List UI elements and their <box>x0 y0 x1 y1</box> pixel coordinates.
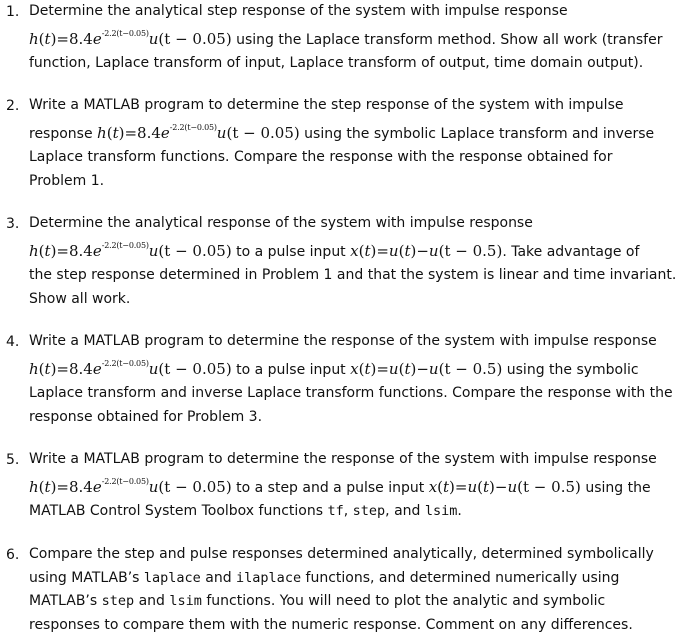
text-line: using MATLAB’s laplace and ilaplace functions, and determined numerically using <box>29 569 620 586</box>
problem-text <box>29 448 695 524</box>
text-line: response obtained for Problem 3. <box>29 408 263 425</box>
text-line: $h(t)=8.4e^{-2.2(t-0.05)}u(t - 0.05)$ using the Laplace transform method. Show all work (transfer <box>29 28 663 48</box>
impulse-response-equation: $h(t)=8.4e^{-2.2(t-0.05)}u(t - 0.05)$ <box>29 240 232 260</box>
text-line: $h(t)=8.4e^{-2.2(t-0.05)}u(t - 0.05)$ to a pulse input x(t)=u(t)−u(t − 0.5) using the symbolic <box>29 358 639 378</box>
code-step: step <box>101 593 135 610</box>
problem-text <box>29 0 695 76</box>
text-line: Determine the analytical response of the system with impulse response <box>29 215 533 231</box>
text-line: Show all work. <box>29 290 131 307</box>
text-line: Compare the step and pulse responses determined analytically, determined symbolically <box>29 546 654 562</box>
problem-text <box>29 212 695 311</box>
problem-number: 2. <box>6 98 20 114</box>
impulse-response-equation: $h(t)=8.4e^{-2.2(t-0.05)}u(t - 0.05)$ <box>29 28 232 48</box>
code-step: step <box>352 503 386 520</box>
text-line: $h(t)=8.4e^{-2.2(t-0.05)}u(t - 0.05)$ to a step and a pulse input x(t)=u(t)−u(t − 0.5) using the <box>29 476 651 496</box>
text-line: MATLAB’s step and lsim functions. You will need to plot the analytic and symbolic <box>29 593 606 610</box>
text-line: Write a MATLAB program to determine the step response of the system with impulse <box>29 97 624 113</box>
impulse-response-equation: $h(t)=8.4e^{-2.2(t-0.05)}u(t - 0.05)$ <box>29 476 232 496</box>
code-lsim: lsim <box>169 593 202 610</box>
problem-number: 6. <box>6 547 20 563</box>
code-tf: tf <box>327 503 344 520</box>
code-laplace: laplace <box>143 569 201 586</box>
text-line: Determine the analytical step response of the system with impulse response <box>29 3 568 19</box>
impulse-response-equation: $h(t)=8.4e^{-2.2(t-0.05)}u(t - 0.05)$ <box>29 358 232 378</box>
text-line: function, Laplace transform of input, Laplace transform of output, time domain output). <box>29 55 644 72</box>
text-line: MATLAB Control System Toolbox functions tf, step, and lsim. <box>29 503 462 520</box>
text-line: the step response determined in Problem 1 and that the system is linear and time invariant. <box>29 267 677 284</box>
problem-number: 3. <box>6 216 20 232</box>
pulse-input-equation: x(t)=u(t)−u(t − 0.5) <box>350 359 503 378</box>
problem-text <box>29 94 695 193</box>
problem-text <box>29 543 695 637</box>
text-line: Write a MATLAB program to determine the response of the system with impulse response <box>29 451 657 467</box>
impulse-response-equation: $h(t)=8.4e^{-2.2(t-0.05)}u(t - 0.05)$ <box>97 122 300 142</box>
pulse-input-equation: x(t)=u(t)−u(t − 0.5) <box>428 477 581 496</box>
text-line: Laplace transform functions. Compare the response with the response obtained for <box>29 149 613 166</box>
code-ilaplace: ilaplace <box>236 569 302 586</box>
text-line: Laplace transform and inverse Laplace transform functions. Compare the response with the <box>29 385 673 402</box>
problem-number: 4. <box>6 334 20 350</box>
text-line: responses to compare them with the numeric response. Comment on any differences. <box>29 616 633 633</box>
pulse-input-equation: x(t)=u(t)−u(t − 0.5) <box>350 241 503 260</box>
problem-number: 1. <box>6 4 20 20</box>
text-line: response $h(t)=8.4e^{-2.2(t-0.05)}u(t - 0.05)$ using the symbolic Laplace transform and inverse <box>29 122 655 142</box>
problem-number: 5. <box>6 452 20 468</box>
code-lsim: lsim <box>424 503 458 520</box>
problem-text <box>29 330 695 429</box>
text-line: $h(t)=8.4e^{-2.2(t-0.05)}u(t - 0.05)$ to a pulse input x(t)=u(t)−u(t − 0.5). Take advantage of <box>29 240 640 260</box>
text-line: Write a MATLAB program to determine the response of the system with impulse response <box>29 333 657 349</box>
text-line: Problem 1. <box>29 172 105 189</box>
